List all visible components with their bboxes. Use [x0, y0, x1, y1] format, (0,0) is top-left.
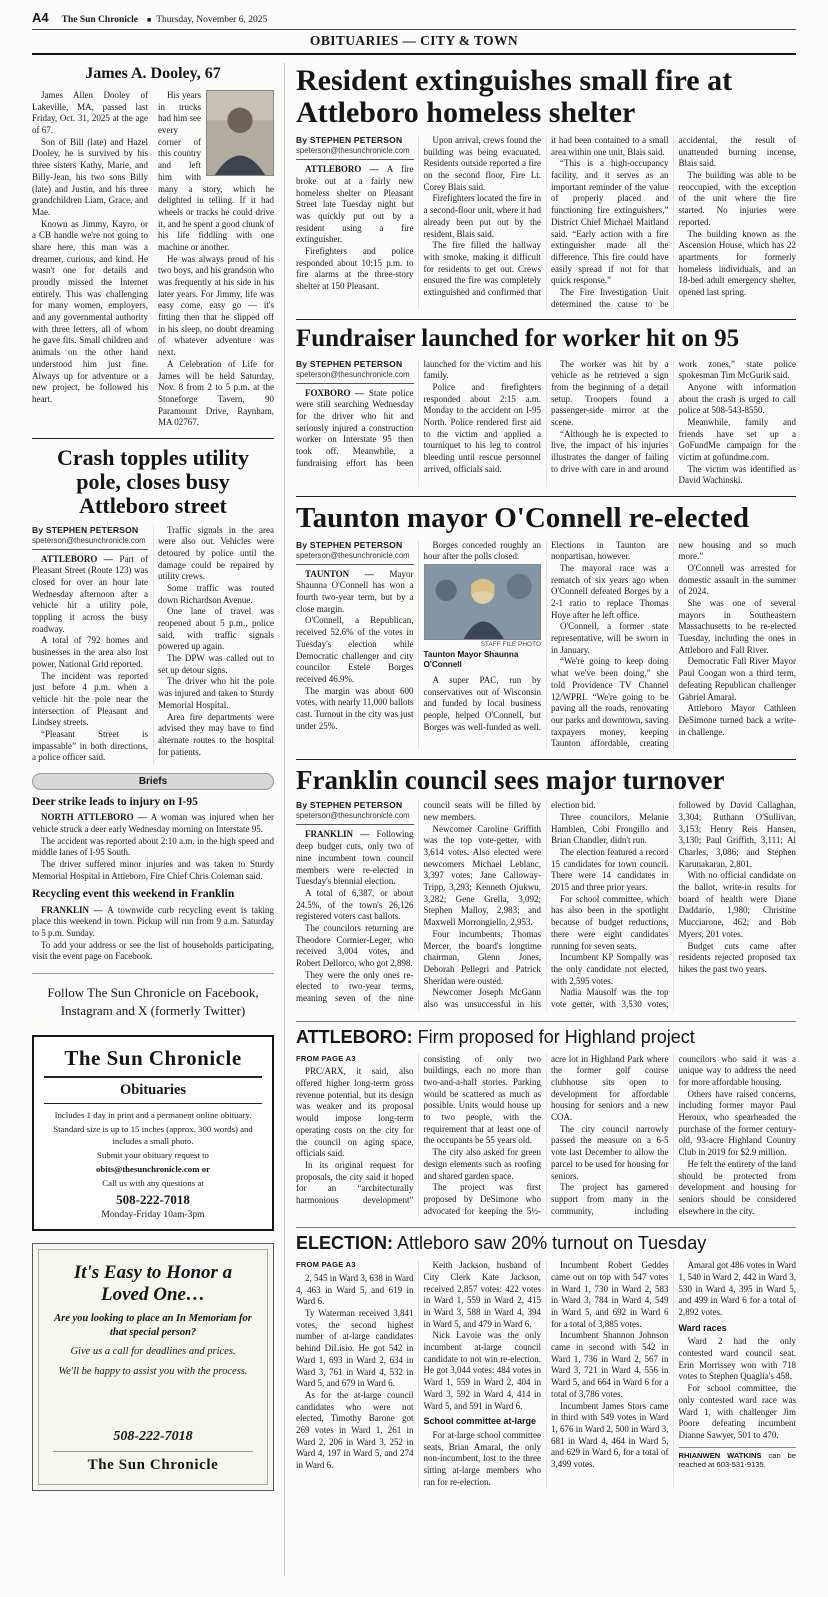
- dateline: NORTH ATTLEBORO —: [41, 812, 151, 823]
- paper-name: The Sun Chronicle: [61, 15, 138, 25]
- franklin-body: [296, 800, 796, 1010]
- article-paragraph: Incumbent Shannon Johnson came in second with 542 in Ward 1, 736 in Ward 2, 567 in Ward 3, 721 in Ward 4, 556 in Ward 5, and 664 in Ward 6 for a total of 3,786 votes.: [551, 1330, 669, 1399]
- briefs-title: Briefs: [138, 776, 168, 788]
- article-paragraph: The project was first proposed by DeSimone who advocated for keeping the 5½-acre lot in Highland Park where the former golf course clubhouse sits open to development for affordable housing for seniors and a new COA.: [423, 1053, 669, 1216]
- article-paragraph: Nick Lavoie was the only incumbent at-large council candidate to not win re-election. He got 3,044 votes: 484 votes in Ward 1, 559 in Ward 2, 404 in Ward 3, 592 in Ward 4, 414 in Ward 5, and 591 in Ward 6.: [423, 1330, 541, 1411]
- obituary-dooley: [32, 65, 274, 429]
- obituary-headline: James A. Dooley, 67: [85, 65, 221, 82]
- memoriam-brand-logo: The Sun Chronicle: [53, 1451, 253, 1474]
- article-paragraph: Amaral got 486 votes in Ward 1, 540 in Ward 2, 442 in Ward 3, 530 in Ward 4, 395 in Ward 5, and 499 in Ward 6 for a total of 2,892 votes.: [678, 1260, 796, 1318]
- sun-chronicle-logo: The Sun Chronicle: [44, 1045, 262, 1078]
- reporter-contact: can be reached at 603-531-9135.: [678, 1450, 796, 1470]
- franklin-headline: Franklin council sees major turnover: [296, 764, 725, 795]
- edition-date: Thursday, November 6, 2025: [156, 15, 268, 25]
- ad-email: obits@thesunchronicle.com or: [95, 1163, 211, 1174]
- ad-hours: Monday-Friday 10am-3pm: [101, 1210, 205, 1221]
- article-paragraph: Firefighters and police responded about 10:15 p.m. to fire alarms at the three-story shelter at 150 Pleasant.: [296, 245, 414, 292]
- brief-recycling: [32, 888, 274, 963]
- article-paragraph: NORTH ATTLEBORO — A woman was injured when her vehicle struck a deer early Wednesday morning on Interstate 95.: [32, 812, 274, 834]
- taunton-body: [296, 540, 796, 750]
- article-paragraph: Borges conceded roughly an hour after the polls closed.: [423, 539, 541, 562]
- article-paragraph: Budget cuts came after residents rejected proposed tax hikes the past two years.: [678, 940, 796, 974]
- main-area: [284, 63, 796, 1575]
- article-paragraph: The driver suffered minor injuries and was taken to Sturdy Memorial Hospital in Attleboro, Fire Chief Chris Coleman said.: [32, 859, 274, 881]
- byline: [296, 800, 414, 825]
- article-paragraph: Son of Bill (late) and Hazel Dooley, he is survived by his three sisters Kathy, Marie, and Billy-Jean, his two sons Billy (late) and Justin, and his three grandchildren Liam, Grace, and Mae.: [32, 136, 148, 217]
- attleboro-continuation: [296, 1021, 796, 1218]
- article-paragraph: The election featured a record 15 candidates for town council. There were 14 candidates in 2015 and three prior years.: [551, 847, 669, 893]
- article-paragraph: Meanwhile, family and friends have set up a GoFundMe campaign for the victim at gofundme.com.: [678, 417, 796, 463]
- dateline: ATTLEBORO —: [41, 553, 120, 564]
- obituary-columns: [32, 90, 274, 429]
- page-content: [32, 55, 796, 1575]
- article-paragraph: As for the at-large council candidates who were not elected, Timothy Barone got 269 votes in Ward 1, 261 in Ward 2, 206 in Ward 3, 252 in Ward 4, 197 in Ward 5, and 274 in Ward 6.: [296, 1389, 414, 1471]
- byline-author: By STEPHEN PETERSON: [296, 539, 403, 550]
- attleboro-kicker: ATTLEBORO:: [296, 1026, 413, 1047]
- lead-paragraph: [296, 569, 414, 616]
- lead-text: Following deep budget cuts, only two of nine incumbent town council members were re-elected in Tuesday's biennial election.: [296, 829, 414, 887]
- article-paragraph: Newcomer Caroline Griffith was the top vote-getter, with 3,614 votes. Also elected were newcomers Michael Leblanc, 3,397 votes; Jane Calloway-Tripp, 3,293; Kenneth Ojukwu, 3,282; Gene Grella, 3,092; Stephen Malloy, 2,983; and Maxwell Morrongiello, 2,953.: [423, 823, 541, 928]
- byline-email: speterson@thesunchronicle.com: [32, 535, 146, 545]
- fire-headline: Resident extinguishes small fire at Attleboro homeless shelter: [296, 64, 733, 129]
- obituaries-ad: [32, 1035, 274, 1231]
- article-paragraph: The incident was reported just before 4 p.m. when a vehicle hit the pole near the intersection of Pleasant and Lindsey streets.: [32, 670, 148, 728]
- article-paragraph: Upon arrival, crews found the building was being evacuated. Residents outside reported a fire on the second floor, Fire Lt. Corey Blais said.: [423, 135, 541, 192]
- article-paragraph: The building was able to be reoccupied, with the exception of the unit where the fire started. No injuries were reported.: [678, 170, 796, 227]
- article-paragraph: His years in trucks had him see every corner of this country and left him with many a story, which he delighted in telling. If it had wheels or tracks he could drive it, and he spent a good chunk of his life fiddling with one machine or another.: [158, 90, 274, 252]
- obituaries-ad-title: Obituaries: [44, 1078, 262, 1104]
- article-taunton-mayor: [296, 496, 796, 750]
- article-paragraph: In its original request for proposals, the city said it hoped for an “architecturally harmonious development” consisting of only two buildings, each no more than two-and-a-half stories. Parking would be scattered as much as possible. Units would house up to two people, with the requirement that at least one of the occupants be 55 years old.: [296, 1053, 541, 1205]
- page-number: A4: [32, 10, 49, 25]
- article-paragraph: 2, 545 in Ward 3, 638 in Ward 4, 463 in Ward 5, and 619 in Ward 6.: [296, 1273, 414, 1307]
- article-paragraph: He was always proud of his two boys, and his grandson who was frequently at his side in his later years. For Jimmy, life was easy come, easy go — it's fitting then that he slipped off in his sleep, no doubt dreaming of whatever adventure was next.: [158, 253, 274, 358]
- article-paragraph: The DPW was called out to set up detour signs.: [158, 653, 274, 675]
- article-paragraph: For school committee, the only contested ward race was Ward 1, with challenger Jim Poore defeating incumbent Dianne Sawyer, 501 to 470.: [678, 1383, 796, 1440]
- from-page-label: FROM PAGE A3: [296, 1053, 356, 1063]
- byline: [296, 135, 414, 160]
- article-paragraph: The accident was reported about 2:10 a.m. in the high speed and middle lanes of I-95 South.: [32, 835, 274, 858]
- article-paragraph: Police and firefighters responded about 2:15 a.m. Monday to the accident on I-95 North. Police rendered first aid to the victim and applied a tourniquet to his leg to control bleeding until rescue personnel arrived, officials said.: [423, 381, 541, 474]
- election-cont-body: [296, 1260, 796, 1488]
- crowd-scene-graphic: [425, 565, 541, 639]
- ad-line: Standard size is up to 15 inches (approx. 300 words) and includes a small photo.: [53, 1124, 253, 1146]
- dateline: FRANKLIN —: [305, 829, 377, 840]
- photo-credit: STAFF FILE PHOTO: [480, 640, 541, 648]
- article-paragraph: The city council narrowly passed the measure on a 6-5 vote last December to allow the parcel to be used for housing for seniors.: [551, 1123, 669, 1181]
- dateline: FRANKLIN —: [41, 904, 108, 915]
- article-paragraph: Area fire departments were advised they may have to find alternate routes to the hospital for patients.: [158, 711, 274, 757]
- from-page-label: FROM PAGE A3: [296, 1260, 356, 1270]
- article-shelter-fire: [296, 65, 796, 310]
- article-paragraph: She was one of several mayors in Southeastern Massachusetts to be re-elected Tuesday, including the ones in Attleboro and Fall River.: [678, 598, 796, 655]
- portrait-silhouette-icon: [207, 91, 273, 175]
- election-cont-headline: [296, 1233, 796, 1254]
- article-paragraph: Traffic signals in the area were also out. Vehicles were detoured by police until the damage could be repaired by utility crews.: [158, 524, 274, 582]
- lead-text: A fire broke out at a fairly new homeless shelter on Pleasant Street late Tuesday night but was quickly put out by a resident using a fire extinguisher.: [296, 164, 414, 245]
- article-paragraph: Firefighters located the fire in a second-floor unit, where it had already been put out by the resident, Blais said.: [423, 193, 541, 239]
- reporter-name: RHIANWEN WATKINS: [678, 1450, 762, 1460]
- article-paragraph: Anyone with information about the crash is urged to call police at 508-543-8550.: [678, 381, 796, 416]
- dateline: FOXBORO —: [305, 387, 369, 398]
- article-paragraph: Newcomer Joseph McGann also was unsuccessful in his election bid.: [423, 800, 596, 1009]
- oconnell-photo-figure: [424, 564, 542, 670]
- article-paragraph: Some traffic was routed down Richardson Avenue.: [158, 582, 274, 605]
- article-paragraph: A total of 792 homes and businesses in the area also lost power, National Grid reported.: [32, 635, 148, 669]
- article-paragraph: A Celebration of Life for James will be held Saturday, Nov. 8 from 2 to 5 p.m. at the Stoneforge Tavern, 90 Paramount Drive, Raynham, MA 02767.: [158, 358, 274, 428]
- article-paragraph: To add your address or see the list of households participating, visit the event page on Facebook.: [32, 939, 274, 962]
- follow-text: Follow The Sun Chronicle on Facebook, Instagram and X (formerly Twitter): [47, 985, 259, 1018]
- memoriam-line: Give us a call for deadlines and prices.: [70, 1346, 236, 1358]
- byline-author: By STEPHEN PETERSON: [296, 135, 403, 145]
- article-paragraph: The driver who hit the pole was injured and taken to Sturdy Memorial Hospital.: [158, 676, 274, 710]
- article-paragraph: The mayoral race was a rematch of six years ago when O'Connell defeated Borges by a 2-1 ratio to replace Thomas Hoye after he left office.: [551, 562, 669, 620]
- memoriam-phone: 508-222-7018: [113, 1429, 193, 1445]
- ad-line: Includes 1 day in print and a permanent online obituary.: [54, 1110, 252, 1121]
- election-cont-title: Attleboro saw 20% turnout on Tuesday: [397, 1233, 707, 1254]
- brief-body: [32, 905, 274, 963]
- attleboro-cont-body: [296, 1054, 796, 1218]
- article-paragraph: A super PAC, run by conservatives out of Wisconsin and funded by local business people, helped O'Connell, but Borges was well-funded as well. Elections in Taunton are nonpartisan, however.: [423, 539, 669, 732]
- article-paragraph: The building known as the Ascension House, which has 22 apartments for formerly homeless individuals, and an 18-bed adult emergency shelter, opened last spring.: [678, 228, 796, 297]
- fundraiser-headline: Fundraiser launched for worker hit on 95: [296, 325, 740, 353]
- lead-text: Mayor Shaunna O'Connell has won a fourth two-year term, but by a close margin.: [296, 568, 414, 614]
- obituary-column-1: [32, 90, 148, 429]
- brief-deer-strike: [32, 796, 274, 882]
- square-bullet-icon: ■: [147, 16, 152, 24]
- crash-body: [32, 525, 274, 765]
- oconnell-photo: [424, 564, 542, 640]
- article-paragraph: Three councilors, Melanie Hamblen, Cobi Frongillo and Brian Chandler, didn't run.: [551, 811, 669, 846]
- brief-headline: Deer strike leads to injury on I-95: [32, 796, 198, 809]
- article-franklin-council: [296, 759, 796, 1011]
- article-paragraph: Four incumbents, Thomas Mercer, the board's longtime chairman, Glenn Jones, Deborah Pellegri and Patrick Sheridan were ousted.: [423, 928, 541, 986]
- byline-author: By STEPHEN PETERSON: [296, 358, 403, 369]
- article-paragraph: For school committee, which has also been in the spotlight because of budget reductions, there were eight candidates running for seven seats.: [551, 893, 669, 951]
- crash-headline: Crash topples utility pole, closes busy Attleboro street: [57, 444, 249, 519]
- byline-email: speterson@thesunchronicle.com: [296, 550, 410, 560]
- attleboro-cont-headline: [296, 1027, 796, 1048]
- fundraiser-body: [296, 359, 796, 488]
- ad-line: Call us with any questions at: [102, 1177, 204, 1188]
- memoriam-question: Are you looking to place an In Memoriam for that special person?: [54, 1313, 252, 1338]
- article-paragraph: PRC/ARX, it said, also offered higher long-term gross revenue potential, but its design was weaker and its proposal would impose long-term operating costs on the city for the council on aging space, officials said.: [296, 1066, 414, 1159]
- dateline: TAUNTON —: [305, 568, 390, 579]
- obituary-column-2: [158, 90, 274, 429]
- article-paragraph: The worker was hit by a vehicle as he retrieved a sign from the beginning of a detail setup. Troopers found a passenger-side mirror at the scene.: [551, 358, 669, 427]
- article-paragraph: The Fire Investigation Unit determined the cause to be accidental, the result of unattended burning incense, Blais said.: [551, 135, 796, 309]
- article-paragraph: “Pleasant Street is impassable” in both directions, a police officer said.: [32, 728, 148, 763]
- article-paragraph: The margin was about 600 votes, with nearly 11,000 ballots cast. Turnout in the city was just under 25%.: [296, 685, 414, 731]
- briefs-section: [32, 773, 274, 963]
- lead-text: State police were still searching Wednesday for the driver who hit and seriously injured a construction worker on Interstate 95 then took off. Meanwhile, a fundraising effort has been launched for the victim and his family.: [296, 358, 541, 468]
- article-paragraph: The fire filled the hallway with smoke, making it difficult for residents to get out. Crews ensured the fire was completely extinguished and confirmed that it had been contained to a small area within one unit, Blais said.: [423, 135, 669, 297]
- article-paragraph: Incumbent KP Sompally was the only candidate not elected, with 2,595 votes.: [551, 952, 669, 986]
- article-subhead: Ward races: [678, 1322, 727, 1333]
- article-paragraph: A total of 6,387, or about 24.5%, of the town's 26,126 registered voters cast ballots.: [296, 887, 414, 922]
- ad-phone: 508-222-7018: [116, 1192, 190, 1208]
- brief-headline: Recycling event this weekend in Franklin: [32, 888, 235, 901]
- article-paragraph: Ward 2 had the only contested ward council seat. Erin Morrissey won with 718 votes to Stephen Quaglia's 458.: [678, 1336, 796, 1382]
- article-paragraph: “Although he is expected to live, the impact of his injuries illustrates the danger of failing to drive with care in and around work zones,” state police spokesman Tim McGurik said.: [551, 358, 796, 474]
- attleboro-cont-title: Firm proposed for Highland project: [417, 1026, 695, 1047]
- article-paragraph: They were the only ones re-elected to two-year terms, meaning seven of the nine council seats will be filled by new members.: [296, 800, 541, 1004]
- taunton-headline: Taunton mayor O'Connell re-elected: [296, 502, 749, 535]
- byline: [32, 525, 148, 550]
- article-paragraph: The city also asked for green design elements such as roofing and shared garden space.: [423, 1147, 541, 1181]
- election-kicker: ELECTION:: [296, 1233, 393, 1254]
- article-paragraph: Incumbent James Stors came in third with 549 votes in Ward 1, 676 in Ward 2, 500 in Ward 3, 681 in Ward 4, 464 in Ward 5, and 629 in Ward 6, for a total of 3,499 votes.: [551, 1400, 669, 1469]
- article-fundraiser: [296, 319, 796, 487]
- fire-body: [296, 135, 796, 310]
- left-rail: [32, 63, 284, 1575]
- lead-paragraph: [32, 554, 148, 636]
- lead-paragraph: [296, 829, 414, 887]
- byline-email: speterson@thesunchronicle.com: [296, 811, 410, 821]
- article-paragraph: Nadia Mausolf was the top vote getter, with 3,530 votes, followed by David Callaghan, 3,304; Ruthann O'Sullivan, 3,153; Henry Reis Hansen, 3,130; Paul Griffith, 3,111; Al Charles, 3,086; and Stephen Karunakaran, 2,801.: [551, 800, 796, 1009]
- article-paragraph: The councilors returning are Theodore Cormier-Leger, who received 3,004 votes, and Robert Dellorco, who got 2,898.: [296, 922, 414, 969]
- section-title: OBITUARIES — CITY & TOWN: [309, 33, 519, 48]
- article-paragraph: Attleboro Mayor Cathleen DeSimone turned back a write-in challenge.: [678, 703, 796, 737]
- byline-author: By STEPHEN PETERSON: [296, 800, 403, 811]
- article-subhead: School committee at-large: [423, 1416, 537, 1427]
- article-paragraph: Ty Waterman received 3,841 votes, the second highest number of at-large candidates behind DiLisio. He got 542 in Ward 1, 693 in Ward 2, 634 in Ward 3, 761 in Ward 4, 532 in Ward 5, and 679 in Ward 6.: [296, 1308, 414, 1389]
- article-paragraph: Others have raised concerns, including former mayor Paul Heroux, who spearheaded the purchase of the former century-old, 93-acre Highland Country Club in 2019 for $2.9 million.: [678, 1088, 796, 1158]
- article-paragraph: O'Connell, a Republican, received 52.6% of the votes in Tuesday's election while Democratic challenger and city councilor Estele Borges received 46.9%.: [296, 615, 414, 684]
- obituary-portrait-photo: [206, 90, 274, 176]
- byline-author: By STEPHEN PETERSON: [32, 524, 139, 535]
- article-paragraph: Keith Jackson, husband of City Clerk Kate Jackson, received 2,857 votes: 422 votes in Ward 1, 559 in Ward 2, 415 in Ward 3, 588 in Ward 4, 394 in Ward 5, and 479 in Ward 6.: [423, 1260, 541, 1329]
- masthead: [32, 6, 796, 55]
- follow-promo: [32, 973, 274, 1027]
- article-paragraph: O'Connell was arrested for domestic assault in the summer of 2024.: [678, 562, 796, 597]
- article-crash: [32, 438, 274, 764]
- article-paragraph: Incumbent Robert Geddes came out on top with 547 votes in Ward 1, 730 in Ward 2, 583 in Ward 3, 784 in Ward 4, 549 in Ward 5, and 692 in Ward 6 for a total of 3,885 votes.: [551, 1260, 669, 1329]
- in-memoriam-ad-inner: [38, 1249, 268, 1485]
- photo-caption: Taunton Mayor Shaunna O'Connell: [423, 650, 519, 670]
- article-paragraph: Democratic Fall River Mayor Paul Coogan won a third term, defeating Republican challenger Gabriel Amaral.: [678, 656, 796, 702]
- article-paragraph: Known as Jimmy, Kayro, or a CB handle we're not going to share here, this man was a dreamer, curious, and kind. He wasn't one for details and proudly missed the Internet entirely. This was challenging for many women, employers, and any governmental authority with three letters, all of whom he gave fits. Small children and animals on the other hand understood him just fine. Always up for adventure or a new project, he followed his heart.: [32, 218, 148, 404]
- briefs-header: [32, 773, 274, 790]
- article-paragraph: The victim was identified as David Wachinski.: [678, 463, 796, 486]
- article-paragraph: James Allen Dooley of Lakeville, MA, passed last Friday, Oct. 31, 2025 at the age of 67.: [32, 90, 148, 136]
- article-paragraph: “We're going to keep doing what we've been doing,” she told Providence TV Channel 12/WPRI. “We're going to be paving all the roads, renovating our parks and downtown, saving taxpayers money, keeping Taunton affordable, creating new housing and so much more.”: [551, 539, 796, 749]
- article-paragraph: The project has garnered support from many in the community, including councilors who said it was a unique way to address the need for more affordable housing.: [551, 1053, 796, 1216]
- photo-figcaption: [424, 641, 542, 670]
- section-banner: [32, 29, 796, 55]
- memoriam-title: It's Easy to Honor a Loved One…: [73, 1262, 233, 1306]
- election-continuation: [296, 1227, 796, 1488]
- article-paragraph: FRANKLIN — A townwide curb recycling event is taking place this weekend in town. Pickup will run from 9 a.m. Saturday to 5 p.m. Sunday.: [32, 904, 274, 938]
- byline-email: speterson@thesunchronicle.com: [296, 146, 410, 156]
- reporter-tagline: [679, 1447, 797, 1471]
- article-paragraph: One lane of travel was reopened about 5 p.m., police said, with traffic signals powered up again.: [158, 606, 274, 652]
- article-paragraph: “This is a high-occupancy facility, and it serves as an important reminder of the value of properly placed and functioning fire extinguishers,” District Chief Michael Maitland said. “Early action with a fire extinguisher made all the difference. This fire could have easily spread if not for that quick response.”: [551, 158, 669, 286]
- lead-text: Part of Pleasant Street (Route 123) was closed for over an hour late Wednesday afternoon after a vehicle hit a utility pole, toppling it across the busy roadway.: [32, 553, 148, 634]
- article-paragraph: O'Connell, a former state representative, will be sworn in in January.: [551, 621, 669, 655]
- dateline: ATTLEBORO —: [305, 164, 387, 175]
- article-paragraph: With no official candidate on the ballot, write-in results for board of health were Diane Daddario, 1,980; Christine Mucciarone, 462; and Bob Myers, 201 votes.: [678, 870, 796, 939]
- byline: [296, 540, 414, 565]
- masthead-row: [32, 6, 796, 29]
- byline-email: speterson@thesunchronicle.com: [296, 369, 410, 379]
- article-paragraph: He felt the entirety of the land should be protected from development and housing for seniors should be considered elsewhere in the city.: [678, 1158, 796, 1216]
- in-memoriam-ad: [32, 1243, 274, 1491]
- lead-paragraph: [296, 164, 414, 246]
- byline: [296, 359, 414, 384]
- ad-line: Submit your obituary request to: [97, 1149, 209, 1160]
- brief-body: [32, 812, 274, 882]
- memoriam-line: We'll be happy to assist you with the process.: [58, 1366, 248, 1377]
- article-paragraph: For at-large school committee seats, Brian Amaral, the only non-incumbent, lost to the three sitting at-large members who ran for re-election.: [423, 1429, 541, 1487]
